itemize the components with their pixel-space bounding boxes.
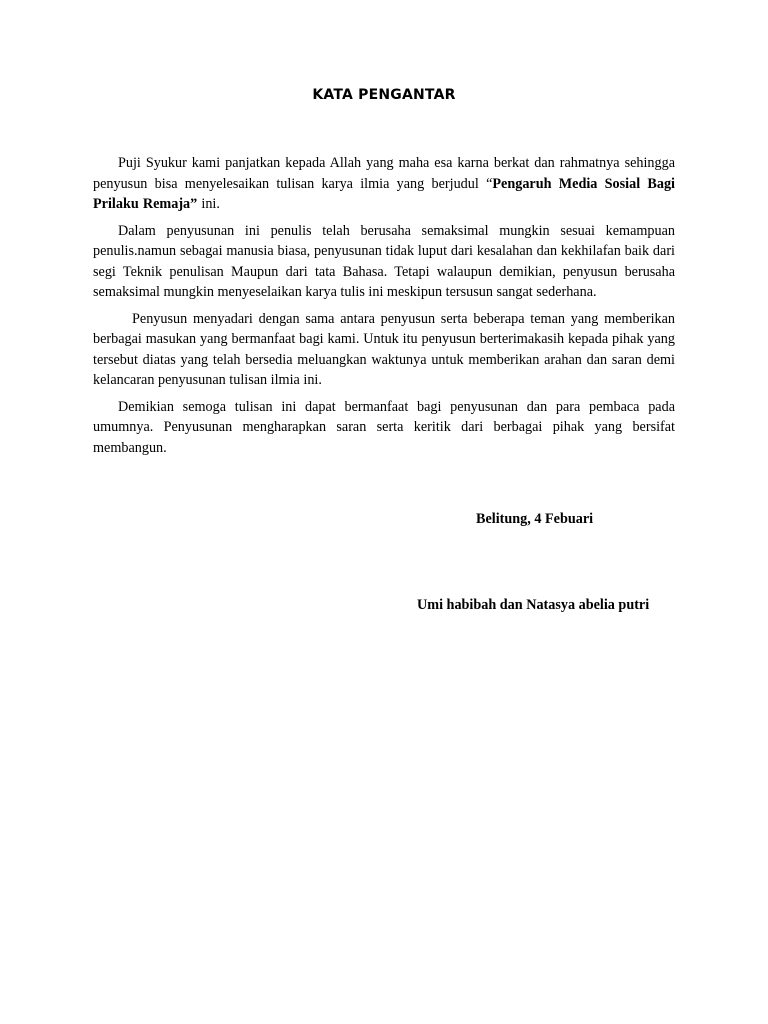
paragraph-1-text: Puji Syukur kami panjatkan kepada Allah yang maha esa karna berkat dan rahmatnya sehingga penyusun bisa menyelesaikan tulisan karya ilmia yang berjudul “ [93, 155, 675, 192]
paragraph-1-ending: ini. [197, 196, 220, 212]
paragraph-1 [93, 153, 675, 215]
paragraph-3: Penyusun menyadari dengan sama antara penyusun serta beberapa teman yang memberikan berbagai masukan yang bermanfaat bagi kami. Untuk itu penyusun berterimakasih kepada pihak yang tersebut diatas yang telah bersedia meluangkan waktunya untuk memberikan arahan dan saran demi kelancaran penyusunan tulisan ilmia ini. [93, 310, 675, 388]
document-body [93, 153, 675, 464]
author-names: Umi habibah dan Natasya abelia putri [417, 597, 650, 613]
paragraph-4: Demikian semoga tulisan ini dapat bermanfaat bagi penyusunan dan para pembaca pada umumnya. Penyusunan mengharapkan saran serta keritik dari berbagai pihak yang bersifat membangun. [93, 398, 675, 456]
paper-title-emphasis: Pengaruh Media Sosial Bagi Prilaku Remaja” [93, 175, 675, 212]
paragraph-2: Dalam penyusunan ini penulis telah berusaha semaksimal mungkin sesuai kemampuan penulis.namun sebagai manusia biasa, penyusunan tidak luput dari kesalahan dan kekhilafan baik dari segi Teknik penulisan Maupun dari tata Bahasa. Tetapi walaupun demikian, penyusun berusaha semaksimal mungkin menyeselaikan karya tulis ini meskipun tersusun sangat sederhana. [93, 222, 675, 300]
document-title: KATA PENGANTAR [312, 87, 456, 103]
place-and-date: Belitung, 4 Febuari [476, 511, 594, 527]
